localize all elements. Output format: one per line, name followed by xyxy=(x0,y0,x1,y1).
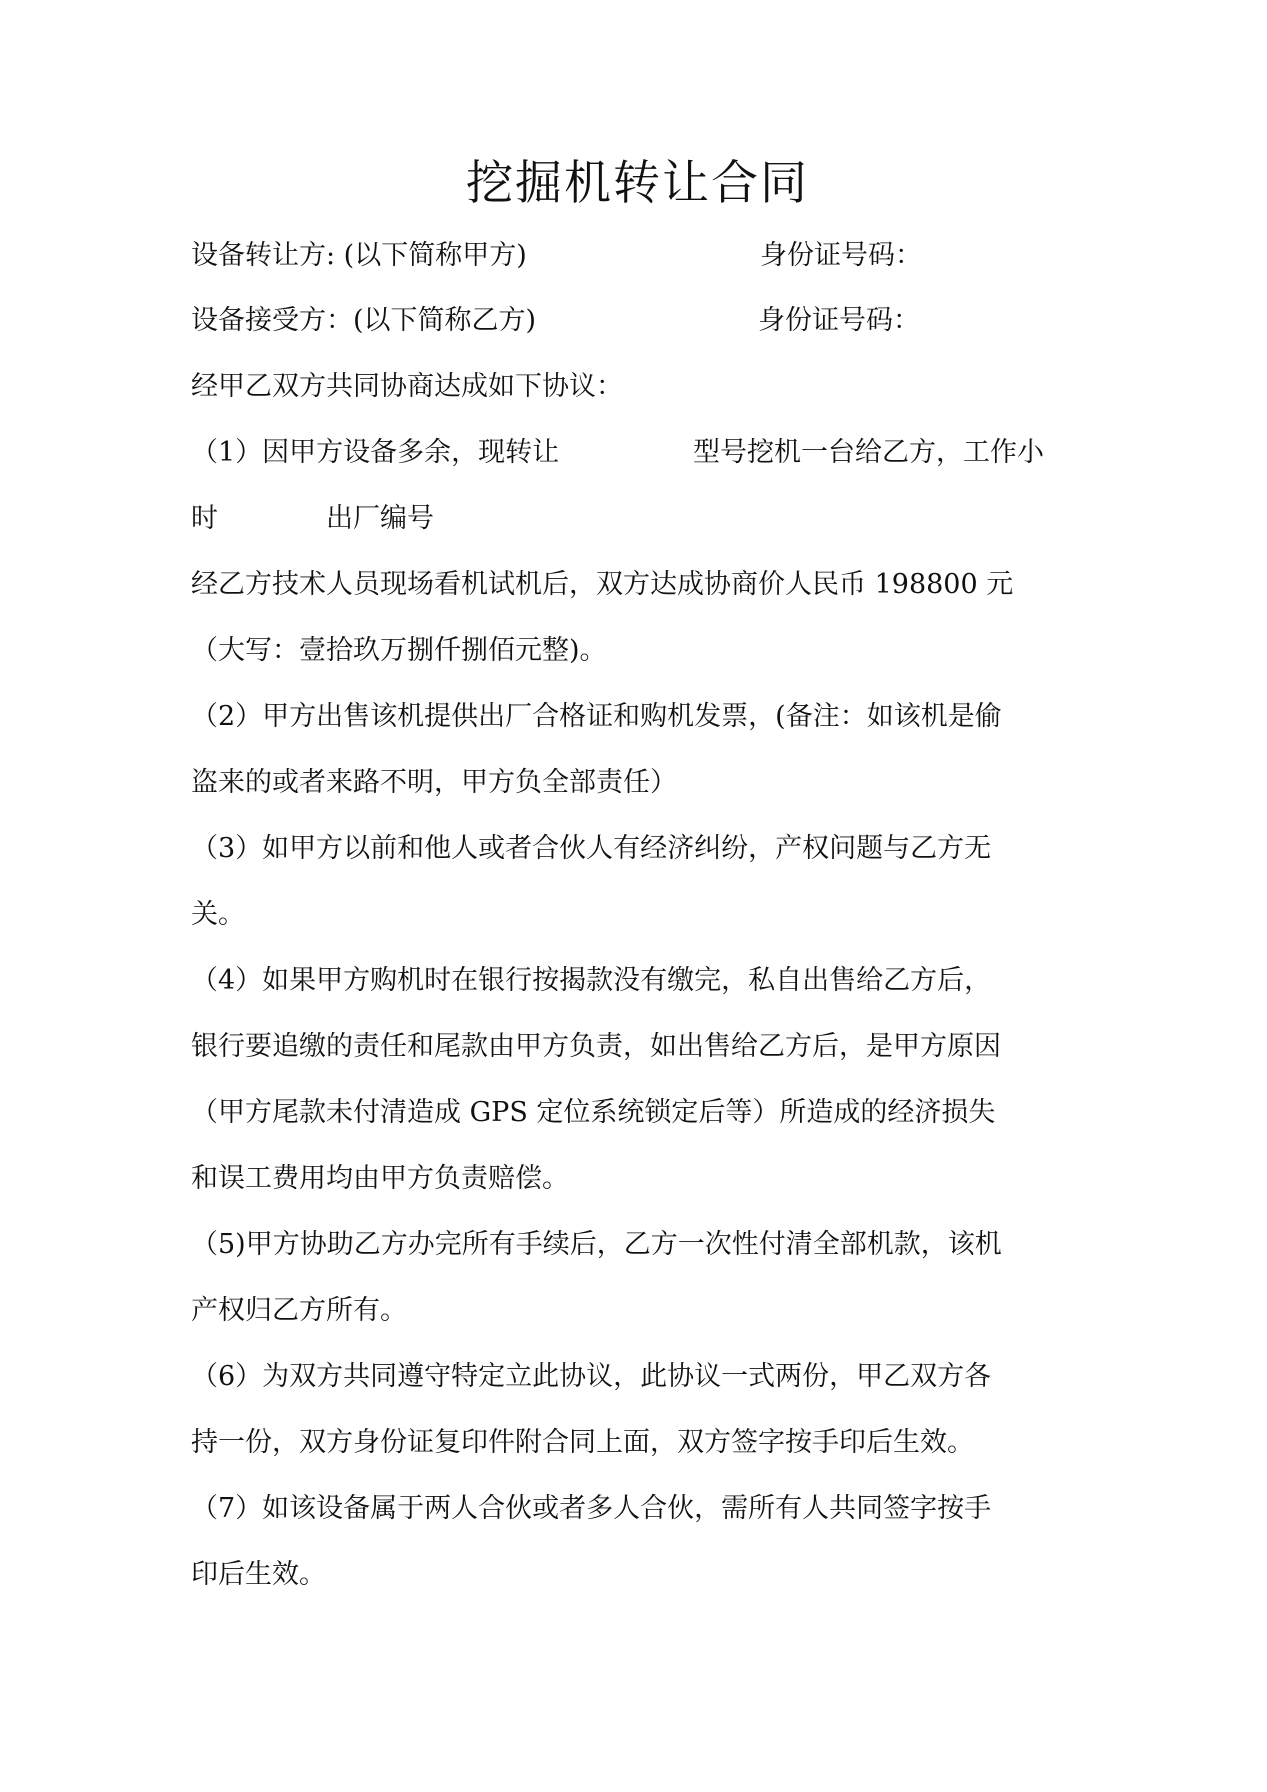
buyer-line xyxy=(191,301,920,341)
clause1-line2 xyxy=(191,499,434,539)
clause4-line3: （甲方尾款未付清造成 GPS 定位系统锁定后等）所造成的经济损失 xyxy=(191,1097,996,1128)
clause1-line1 xyxy=(191,433,1044,473)
clause4-line4: 和误工费用均由甲方负责赔偿。 xyxy=(191,1163,569,1194)
clause5-line1: （5)甲方协助乙方办完所有手续后，乙方一次性付清全部机款，该机 xyxy=(191,1229,1002,1260)
clause1-line1-b: 型号挖机一台给乙方，工作小 xyxy=(693,437,1044,468)
clause5-line2: 产权归乙方所有。 xyxy=(191,1295,407,1326)
buyer-id-label: 身份证号码： xyxy=(758,305,920,336)
clause1-line4: （大写：壹拾玖万捌仟捌佰元整)。 xyxy=(191,635,607,666)
clause3-line2: 关。 xyxy=(191,899,245,930)
clause2-line2: 盗来的或者来路不明，甲方负全部责任） xyxy=(191,767,677,798)
seller-id-label: 身份证号码： xyxy=(760,240,922,271)
clause4-line2: 银行要追缴的责任和尾款由甲方负责，如出售给乙方后，是甲方原因 xyxy=(191,1031,1001,1062)
clause2-line1: （2）甲方出售该机提供出厂合格证和购机发票，(备注：如该机是偷 xyxy=(191,701,1002,732)
clause6-line1: （6）为双方共同遵守特定立此协议，此协议一式两份，甲乙双方各 xyxy=(191,1361,992,1392)
intro-line: 经甲乙双方共同协商达成如下协议： xyxy=(191,371,623,402)
clause1-line2-b: 出厂编号 xyxy=(326,503,434,534)
clause3-line1: （3）如甲方以前和他人或者合伙人有经济纠纷，产权问题与乙方无 xyxy=(191,833,992,864)
clause1-line1-a: （1）因甲方设备多余，现转让 xyxy=(191,437,560,468)
clause1-line3: 经乙方技术人员现场看机试机后，双方达成协商价人民币 198800 元 xyxy=(191,569,1014,600)
document-title: 挖掘机转让合同 xyxy=(466,156,809,211)
clause1-line2-a: 时 xyxy=(191,503,218,534)
seller-label: 设备转让方: (以下简称甲方) xyxy=(191,240,527,271)
buyer-label: 设备接受方：(以下简称乙方) xyxy=(191,305,537,336)
clause4-line1: （4）如果甲方购机时在银行按揭款没有缴完，私自出售给乙方后， xyxy=(191,965,992,996)
clause7-line2: 印后生效。 xyxy=(191,1559,326,1590)
clause7-line1: （7）如该设备属于两人合伙或者多人合伙，需所有人共同签字按手 xyxy=(191,1493,992,1524)
seller-line xyxy=(191,236,922,276)
clause6-line2: 持一份，双方身份证复印件附合同上面，双方签字按手印后生效。 xyxy=(191,1427,974,1458)
